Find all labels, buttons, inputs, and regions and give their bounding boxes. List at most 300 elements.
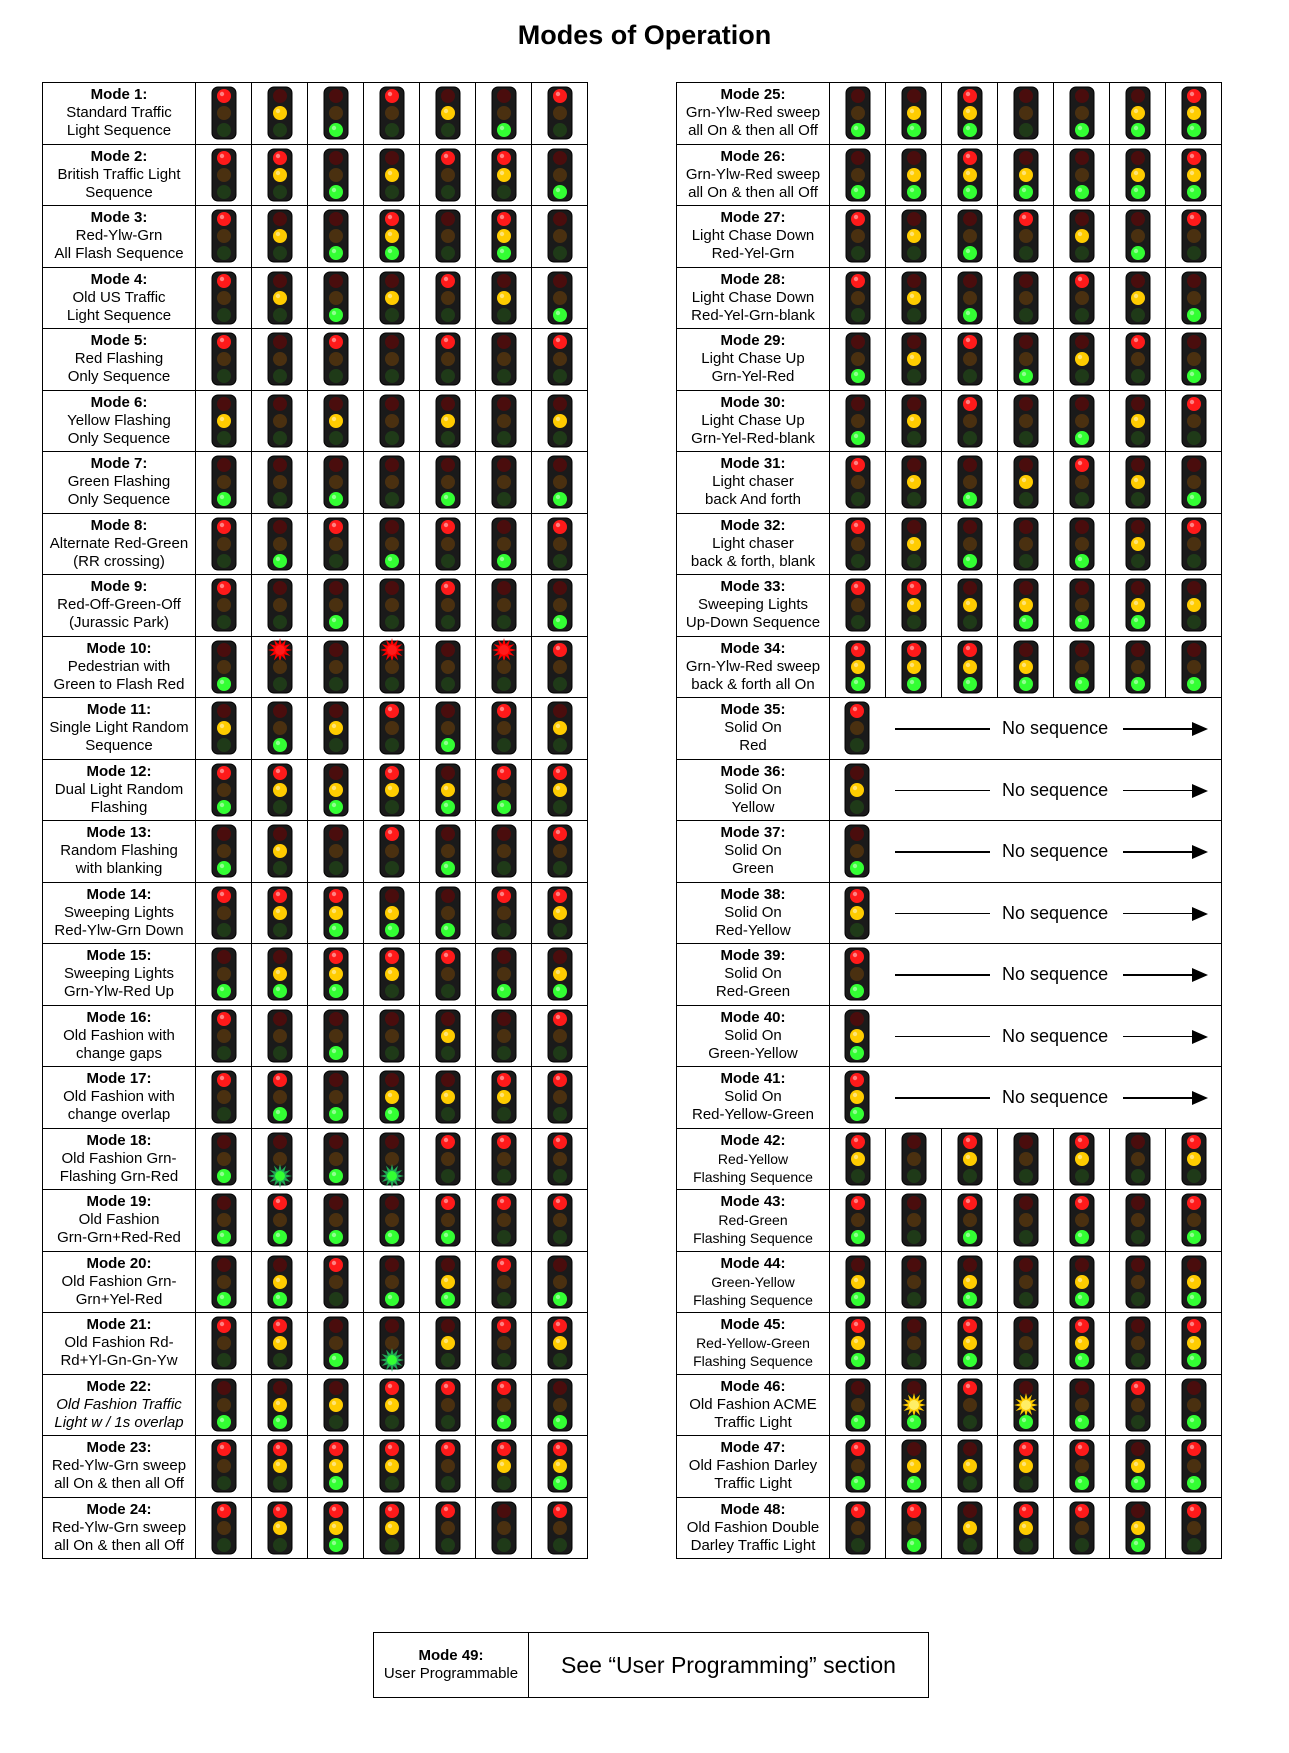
traffic-light-icon: [211, 455, 237, 509]
traffic-light-icon: [379, 517, 405, 571]
sequence-step: [308, 944, 364, 1006]
mode-row: [677, 1067, 1222, 1129]
sequence-step: [830, 1313, 886, 1375]
sequence-step: [830, 267, 886, 329]
mode-description: Only Sequence: [67, 491, 171, 509]
traffic-light-icon: [435, 394, 461, 448]
no-sequence-text: No sequence: [1002, 1087, 1109, 1108]
sequence-step: [364, 944, 420, 1006]
sequence-step: [476, 83, 532, 145]
mode-description: Grn-Yel-Red-blank: [691, 429, 815, 447]
mode-description: Red-Yel-Grn-blank: [691, 306, 815, 324]
traffic-light-icon: [1181, 578, 1207, 632]
sequence-step: [942, 1251, 998, 1313]
sequence-step: [476, 821, 532, 883]
traffic-light-icon: [211, 332, 237, 386]
sequence-step: [364, 390, 420, 452]
sequence-step: [420, 83, 476, 145]
mode-label: [677, 452, 830, 514]
sequence-step: [1166, 1497, 1222, 1559]
traffic-light-icon: [957, 394, 983, 448]
mode-row: [677, 1190, 1222, 1252]
sequence-step: [196, 452, 252, 514]
sequence-step: [196, 329, 252, 391]
mode-row: [43, 1313, 588, 1375]
traffic-light-icon: [323, 1439, 349, 1493]
traffic-light-icon: [379, 947, 405, 1001]
mode-number: Mode 22:: [86, 1377, 152, 1395]
sequence-step: [998, 636, 1054, 698]
sequence-step: [308, 1313, 364, 1375]
mode-row: [43, 759, 588, 821]
sequence-step: [364, 83, 420, 145]
sequence-step: [252, 329, 308, 391]
sequence-step: [1054, 1313, 1110, 1375]
traffic-light-icon: [435, 517, 461, 571]
sequence-step: [1110, 636, 1166, 698]
mode-description: back And forth: [705, 491, 801, 509]
sequence-step: [252, 1436, 308, 1498]
mode-number: Mode 6:: [90, 393, 148, 411]
traffic-light-icon: [901, 1378, 927, 1432]
sequence-step: [942, 575, 998, 637]
sequence-step: [886, 452, 942, 514]
traffic-light-icon: [957, 86, 983, 140]
mode-row: [43, 882, 588, 944]
sequence-step: [1054, 144, 1110, 206]
traffic-light-icon: [1013, 86, 1039, 140]
sequence-step: [476, 882, 532, 944]
traffic-light-icon: [211, 1132, 237, 1186]
mode-row: [677, 206, 1222, 268]
sequence-step: [364, 1190, 420, 1252]
sequence-step: [942, 329, 998, 391]
traffic-light-icon: [1069, 1439, 1095, 1493]
traffic-light-icon: [1069, 1255, 1095, 1309]
mode-number: Mode 13:: [86, 824, 152, 842]
sequence-step: [196, 390, 252, 452]
sequence-step: [308, 206, 364, 268]
traffic-light-icon: [1181, 1501, 1207, 1555]
traffic-light-icon: [901, 209, 927, 263]
traffic-light-icon: [491, 148, 517, 202]
mode-description: Red-Yellow-Green: [696, 1335, 810, 1352]
sequence-step: [252, 944, 308, 1006]
traffic-light-icon: [323, 1501, 349, 1555]
traffic-light-icon: [211, 824, 237, 878]
mode-description: Solid On: [724, 1026, 782, 1044]
mode-number: Mode 12:: [86, 762, 152, 780]
traffic-light-icon: [844, 824, 870, 878]
traffic-light-icon: [901, 148, 927, 202]
traffic-light-icon: [957, 1501, 983, 1555]
traffic-light-icon: [267, 86, 293, 140]
sequence-step: [830, 83, 886, 145]
sequence-step: [476, 267, 532, 329]
traffic-light-icon: [1181, 1255, 1207, 1309]
traffic-light-icon: [267, 640, 293, 694]
traffic-light-icon: [491, 1439, 517, 1493]
traffic-light-icon: [1125, 640, 1151, 694]
mode-label: [43, 144, 196, 206]
mode-description: Green to Flash Red: [53, 675, 185, 693]
mode-label: [677, 882, 830, 944]
mode-number: Mode 37:: [720, 824, 786, 842]
mode-row: [43, 452, 588, 514]
mode-number: Mode 39:: [720, 947, 786, 965]
traffic-light-icon: [323, 1316, 349, 1370]
mode-description: Light Chase Down: [691, 227, 815, 245]
traffic-light-icon: [211, 886, 237, 940]
traffic-light-icon: [1069, 394, 1095, 448]
traffic-light-icon: [211, 1070, 237, 1124]
mode-description: Old Fashion Double: [686, 1518, 820, 1536]
mode-row: [43, 1436, 588, 1498]
sequence-step: [364, 821, 420, 883]
traffic-light-icon: [547, 824, 573, 878]
traffic-light-icon: [323, 824, 349, 878]
sequence-step: [1110, 452, 1166, 514]
traffic-light-icon: [379, 86, 405, 140]
sequence-step: [830, 1251, 886, 1313]
mode-number: Mode 35:: [720, 701, 786, 719]
sequence-step: [252, 1374, 308, 1436]
traffic-light-icon: [901, 86, 927, 140]
sequence-step: [420, 944, 476, 1006]
traffic-light-icon: [491, 578, 517, 632]
sequence-step: [252, 636, 308, 698]
mode-row: [43, 821, 588, 883]
sequence-step: [252, 1251, 308, 1313]
sequence-step: [942, 206, 998, 268]
traffic-light-icon: [267, 1439, 293, 1493]
traffic-light-icon: [547, 1439, 573, 1493]
arrow-line: [895, 790, 990, 792]
sequence-step: [532, 144, 588, 206]
traffic-light-icon: [1013, 394, 1039, 448]
sequence-step: [420, 513, 476, 575]
sequence-step: [420, 267, 476, 329]
mode-row: [677, 1436, 1222, 1498]
traffic-light-icon: [1013, 209, 1039, 263]
mode-row: [677, 759, 1222, 821]
mode-row: [677, 390, 1222, 452]
arrow-right-icon: [1192, 784, 1208, 798]
mode-description: All Flash Sequence: [54, 245, 184, 263]
traffic-light-icon: [1181, 1378, 1207, 1432]
sequence-step: [886, 390, 942, 452]
arrow-right-icon: [1192, 1091, 1208, 1105]
sequence-step: [476, 329, 532, 391]
sequence-step: [1054, 329, 1110, 391]
mode-row: [677, 575, 1222, 637]
sequence-step: [886, 1190, 942, 1252]
sequence-step: [308, 1128, 364, 1190]
sequence-step: [942, 513, 998, 575]
traffic-light-icon: [435, 209, 461, 263]
traffic-light-icon: [323, 394, 349, 448]
mode-description: Grn+Yel-Red: [75, 1290, 163, 1308]
traffic-light-icon: [547, 148, 573, 202]
traffic-light-icon: [491, 271, 517, 325]
sequence-step: [1110, 329, 1166, 391]
mode-number: Mode 20:: [86, 1254, 152, 1272]
sequence-step: [886, 513, 942, 575]
traffic-light-icon: [1125, 271, 1151, 325]
mode-number: Mode 29:: [720, 332, 786, 350]
mode-number: Mode 31:: [720, 455, 786, 473]
mode-label: [677, 144, 830, 206]
mode-description: Red-Yellow: [715, 921, 791, 939]
mode-description: Grn-Ylw-Red sweep: [685, 165, 821, 183]
mode-label: [43, 759, 196, 821]
traffic-light-icon: [845, 1255, 871, 1309]
sequence-step: [532, 1128, 588, 1190]
traffic-light-icon: [491, 1316, 517, 1370]
sequence-step: [364, 1497, 420, 1559]
traffic-light-icon: [957, 332, 983, 386]
sequence-step: [942, 144, 998, 206]
traffic-light-icon: [323, 86, 349, 140]
sequence-step: [196, 144, 252, 206]
traffic-light-icon: [901, 332, 927, 386]
sequence-step: [886, 1251, 942, 1313]
sequence-step: [252, 1128, 308, 1190]
mode-description: Grn-Grn+Red-Red: [57, 1229, 181, 1247]
traffic-light-icon: [1125, 1132, 1151, 1186]
sequence-step: [532, 1374, 588, 1436]
sequence-step: [886, 144, 942, 206]
sequence-step: [942, 636, 998, 698]
sequence-step: [476, 636, 532, 698]
mode-row: [43, 513, 588, 575]
mode-description: Red-Green: [715, 983, 791, 1001]
sequence-step: [420, 1313, 476, 1375]
mode-row: [677, 1374, 1222, 1436]
mode-label: [43, 1313, 196, 1375]
mode-row: [43, 636, 588, 698]
traffic-light-icon: [379, 209, 405, 263]
mode-description: Pedestrian with: [67, 657, 171, 675]
sequence-step: [532, 575, 588, 637]
mode-description: Dual Light Random: [54, 780, 184, 798]
traffic-light-icon: [1181, 517, 1207, 571]
traffic-light-icon: [379, 701, 405, 755]
traffic-light-icon: [435, 1255, 461, 1309]
sequence-step: [886, 1128, 942, 1190]
traffic-light-icon: [435, 886, 461, 940]
sequence-step: [1166, 329, 1222, 391]
mode-description: Grn-Ylw-Red sweep: [685, 104, 821, 122]
traffic-light-icon: [379, 332, 405, 386]
traffic-light-icon: [435, 640, 461, 694]
sequence-step: [308, 513, 364, 575]
sequence-step: [196, 1497, 252, 1559]
traffic-light-icon: [435, 947, 461, 1001]
traffic-light-icon: [1125, 455, 1151, 509]
sequence-step: [942, 1128, 998, 1190]
traffic-light-icon: [491, 332, 517, 386]
traffic-light-icon: [211, 1316, 237, 1370]
sequence-step: [1110, 1313, 1166, 1375]
traffic-light-icon: [1181, 394, 1207, 448]
mode-description: all On & then all Off: [54, 1536, 184, 1554]
arrow-right-icon: [1192, 968, 1208, 982]
traffic-light-icon: [379, 271, 405, 325]
no-sequence-text: No sequence: [1002, 1025, 1109, 1046]
traffic-light-icon: [547, 701, 573, 755]
traffic-light-icon: [379, 1378, 405, 1432]
traffic-light-icon: [1013, 271, 1039, 325]
sequence-step: [886, 83, 942, 145]
mode-49-box: [373, 1632, 929, 1698]
traffic-light-icon: [379, 640, 405, 694]
traffic-light-icon: [211, 640, 237, 694]
mode-row: [677, 636, 1222, 698]
traffic-light-icon: [211, 1378, 237, 1432]
traffic-light-icon: [267, 209, 293, 263]
traffic-light-icon: [1125, 332, 1151, 386]
traffic-light-icon: [901, 640, 927, 694]
traffic-light-icon: [844, 701, 870, 755]
sequence-step: [308, 452, 364, 514]
traffic-light-icon: [845, 209, 871, 263]
sequence-step: [252, 821, 308, 883]
sequence-step: [1054, 1128, 1110, 1190]
no-sequence-text: No sequence: [1002, 718, 1109, 739]
mode-row: [677, 821, 1222, 883]
mode-number: Mode 14:: [86, 885, 152, 903]
sequence-step: [532, 267, 588, 329]
sequence-step: [420, 144, 476, 206]
arrow-right-icon: [1192, 845, 1208, 859]
traffic-light-icon: [845, 1501, 871, 1555]
traffic-light-icon: [435, 1132, 461, 1186]
mode-description: Flashing Sequence: [693, 1230, 813, 1247]
sequence-step: [308, 1067, 364, 1129]
mode-label: [677, 575, 830, 637]
sequence-step: [1054, 1497, 1110, 1559]
sequence-step: [476, 390, 532, 452]
sequence-step: [364, 759, 420, 821]
sequence-step: [830, 144, 886, 206]
sequence-step: [532, 1067, 588, 1129]
sequence-step: [196, 1436, 252, 1498]
no-sequence-cell: [830, 759, 1222, 821]
traffic-light-icon: [379, 1070, 405, 1124]
traffic-light-icon: [1069, 1316, 1095, 1370]
traffic-light-icon: [211, 1439, 237, 1493]
page-title: Modes of Operation: [517, 20, 772, 50]
mode-row: [43, 1067, 588, 1129]
mode-number: Mode 11:: [86, 701, 152, 719]
traffic-light-icon: [491, 1132, 517, 1186]
traffic-light-icon: [845, 517, 871, 571]
traffic-light-icon: [267, 148, 293, 202]
traffic-light-icon: [323, 1009, 349, 1063]
sequence-step: [998, 452, 1054, 514]
mode-description: Up-Down Sequence: [685, 614, 821, 632]
traffic-light-icon: [267, 1132, 293, 1186]
mode-label: [43, 1251, 196, 1313]
traffic-light-icon: [1069, 578, 1095, 632]
mode-description: Standard Traffic: [66, 104, 172, 122]
sequence-step: [476, 1005, 532, 1067]
sequence-step: [420, 1067, 476, 1129]
sequence-step: [196, 1067, 252, 1129]
mode-description: Red Flashing: [74, 350, 164, 368]
mode-row: [43, 1190, 588, 1252]
sequence-step: [830, 452, 886, 514]
mode-number: Mode 26:: [720, 147, 786, 165]
sequence-step: [476, 759, 532, 821]
sequence-step: [998, 1251, 1054, 1313]
mode-label: [43, 821, 196, 883]
sequence-step: [886, 1497, 942, 1559]
sequence-step: [886, 329, 942, 391]
sequence-step: [1166, 636, 1222, 698]
traffic-light-icon: [1125, 1378, 1151, 1432]
mode-label: [677, 267, 830, 329]
mode-description: Light Sequence: [66, 122, 172, 140]
traffic-light-icon: [323, 332, 349, 386]
traffic-light-icon: [267, 947, 293, 1001]
mode-description: Flashing: [90, 798, 148, 816]
sequence-step: [998, 206, 1054, 268]
sequence-step: [252, 206, 308, 268]
sequence-step: [1054, 452, 1110, 514]
sequence-step: [532, 1436, 588, 1498]
mode-label: [43, 452, 196, 514]
traffic-light-icon: [1181, 148, 1207, 202]
sequence-step: [998, 1190, 1054, 1252]
sequence-step: [998, 1374, 1054, 1436]
traffic-light-icon: [1013, 1132, 1039, 1186]
mode-description: Flashing Grn-Red: [59, 1167, 179, 1185]
sequence-step: [196, 821, 252, 883]
mode-description: Sweeping Lights: [697, 596, 809, 614]
sequence-step: [252, 267, 308, 329]
traffic-light-icon: [1125, 1501, 1151, 1555]
arrow-right-icon: [1192, 1030, 1208, 1044]
traffic-light-icon: [547, 886, 573, 940]
arrow-line: [1123, 790, 1193, 792]
sequence-step: [532, 1313, 588, 1375]
mode-label: [43, 83, 196, 145]
mode-label: [43, 1190, 196, 1252]
traffic-light-icon: [957, 640, 983, 694]
mode-description: Sequence: [85, 183, 153, 201]
sequence-step: [308, 575, 364, 637]
traffic-light-icon: [323, 1070, 349, 1124]
sequence-step: [1110, 1251, 1166, 1313]
sequence-step: [1166, 83, 1222, 145]
arrow-line: [1123, 851, 1193, 853]
mode-label: [677, 83, 830, 145]
traffic-light-icon: [957, 1132, 983, 1186]
traffic-light-icon: [845, 394, 871, 448]
sequence-step: [364, 267, 420, 329]
mode-number: Mode 19:: [86, 1193, 152, 1211]
sequence-step: [252, 882, 308, 944]
sequence-step: [1166, 575, 1222, 637]
traffic-light-icon: [491, 824, 517, 878]
traffic-light-icon: [435, 1070, 461, 1124]
mode-label: [43, 1067, 196, 1129]
traffic-light-icon: [1181, 332, 1207, 386]
mode-row: [677, 513, 1222, 575]
mode-label: [43, 944, 196, 1006]
